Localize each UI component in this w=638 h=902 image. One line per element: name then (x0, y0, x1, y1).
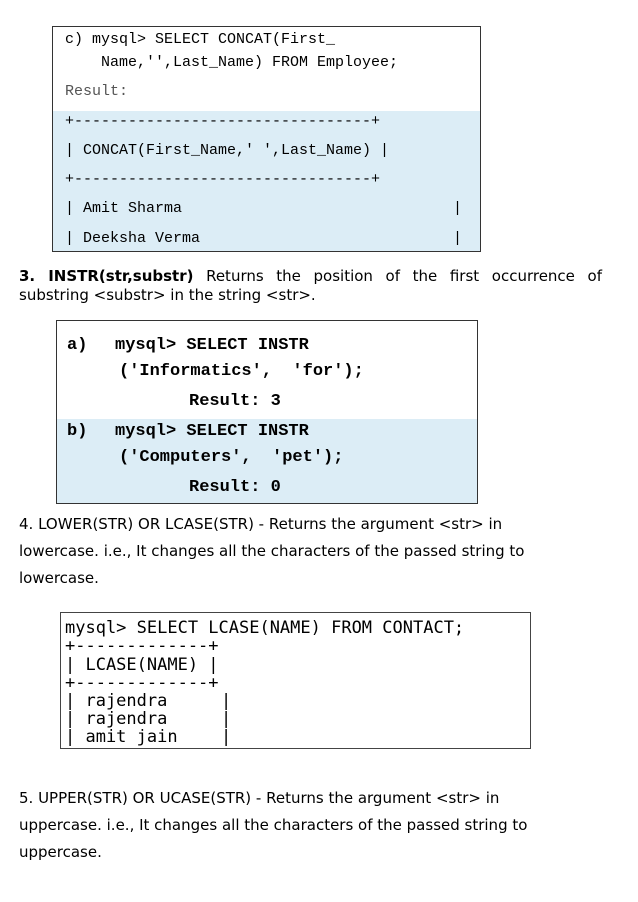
concat-table-border-top: +---------------------------------+ (65, 113, 381, 130)
instr-b-line2: ('Computers', 'pet'); (119, 448, 344, 467)
upper-line-1: 5. UPPER(STR) OR UCASE(STR) - Returns the argument <str> in (19, 789, 500, 807)
lcase-example-box (60, 612, 531, 749)
lcase-row-3-end: | (221, 727, 232, 747)
concat-row-1: | Amit Sharma (65, 200, 183, 217)
lcase-row-1-end: | (221, 691, 232, 711)
concat-query-line2: Name,'',Last_Name) FROM Employee; (101, 54, 399, 71)
upper-description (19, 785, 579, 866)
concat-row-1-end: | (453, 200, 463, 217)
instr-b-result: Result: 0 (189, 478, 281, 497)
lcase-query: mysql> SELECT LCASE(NAME) FROM CONTACT; (65, 618, 465, 638)
instr-a-line2: ('Informatics', 'for'); (119, 362, 364, 381)
concat-row-2: | Deeksha Verma (65, 230, 201, 247)
lower-line-3: lowercase. (19, 569, 99, 587)
instr-b-prefix: b) (67, 422, 88, 441)
concat-query-line1: c) mysql> SELECT CONCAT(First_ (65, 31, 336, 48)
lcase-row-3: | amit jain (65, 727, 178, 747)
lcase-row-2: | rajendra (65, 709, 168, 729)
instr-description (19, 267, 602, 305)
lower-line-1: 4. LOWER(STR) OR LCASE(STR) - Returns the argument <str> in (19, 515, 503, 533)
concat-table-header: | CONCAT(First_Name,' ',Last_Name) | (65, 142, 390, 159)
concat-row-2-end: | (453, 230, 463, 247)
lcase-border-top: +-------------+ (65, 636, 219, 656)
lower-description (19, 511, 579, 592)
concat-result-label: Result: (65, 83, 129, 100)
lcase-row-2-end: | (221, 709, 232, 729)
lower-line-2: lowercase. i.e., It changes all the characters of the passed string to (19, 542, 525, 560)
instr-a-result: Result: 3 (189, 392, 281, 411)
concat-table-border-mid: +---------------------------------+ (65, 171, 381, 188)
lcase-border-mid: +-------------+ (65, 673, 219, 693)
lcase-row-1: | rajendra (65, 691, 168, 711)
concat-example-box (52, 26, 481, 252)
instr-a-prefix: a) (67, 336, 88, 355)
instr-b-line1: mysql> SELECT INSTR (115, 422, 309, 441)
instr-a-line1: mysql> SELECT INSTR (115, 336, 309, 355)
lcase-header: | LCASE(NAME) | (65, 655, 219, 675)
instr-heading: 3. INSTR(str,substr) (19, 267, 194, 285)
instr-text: Returns the position of the first occurrence of substring <substr> in the string <str>. (19, 267, 602, 304)
upper-line-2: uppercase. i.e., It changes all the characters of the passed string to (19, 816, 528, 834)
upper-line-3: uppercase. (19, 843, 102, 861)
instr-example-box (56, 320, 478, 504)
